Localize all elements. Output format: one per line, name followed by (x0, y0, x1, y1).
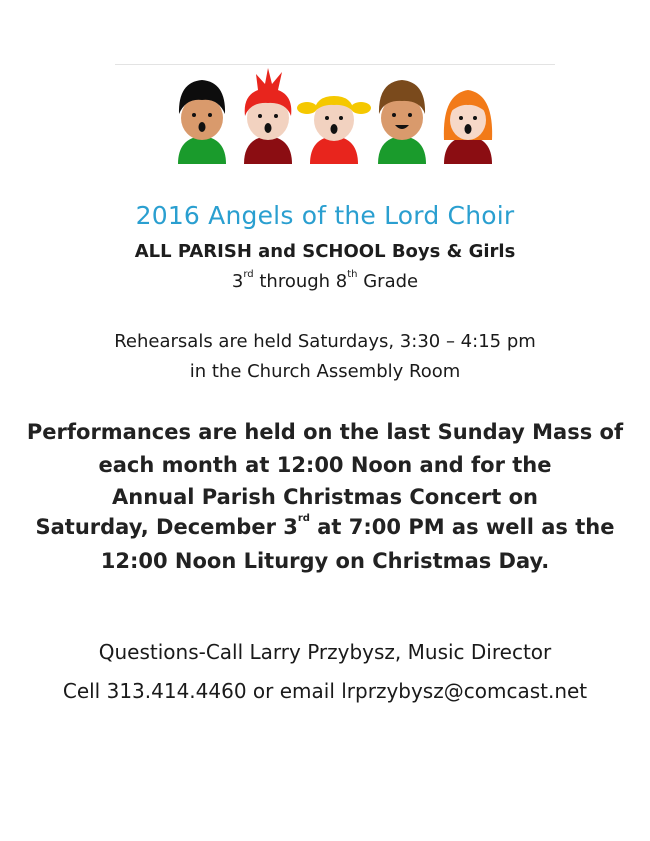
performance-line-1: Performances are held on the last Sunday Mass of (26, 420, 624, 444)
grade-mid: through 8 (253, 271, 348, 292)
concert-date-suffix: rd (297, 513, 310, 524)
audience-subtitle: ALL PARISH and SCHOOL Boys & Girls (134, 241, 516, 262)
singing-child-icon (444, 90, 492, 164)
page-title: 2016 Angels of the Lord Choir (135, 201, 515, 230)
rehearsal-schedule: Rehearsals are held Saturdays, 3:30 – 4:15 pm (114, 331, 536, 352)
performance-line-2: each month at 12:00 Noon and for the (98, 453, 552, 477)
singing-child-icon (178, 80, 226, 164)
performance-line-4 (0, 515, 650, 539)
performance-line-5: 12:00 Noon Liturgy on Christmas Day. (100, 549, 550, 573)
choir-children-illustration (170, 66, 500, 166)
concert-date: Saturday, December 3 (35, 515, 298, 539)
concert-time: at 7:00 PM as well as the (309, 515, 615, 539)
contact-line: Questions-Call Larry Przybysz, Music Director (98, 640, 552, 664)
singing-child-icon (244, 68, 292, 164)
grade-start: 3 (231, 271, 244, 292)
grade-start-suffix: rd (243, 269, 254, 280)
top-divider (115, 64, 555, 65)
grade-end-suffix: th (347, 269, 358, 280)
performance-line-3: Annual Parish Christmas Concert on (112, 485, 538, 509)
singing-child-icon (297, 96, 371, 164)
grade-label: Grade (357, 271, 419, 292)
singing-child-icon (378, 80, 426, 164)
rehearsal-location: in the Church Assembly Room (189, 361, 461, 382)
grade-range (0, 271, 650, 292)
contact-phone-email: Cell 313.414.4460 or email lrprzybysz@comcast.net (62, 679, 588, 703)
